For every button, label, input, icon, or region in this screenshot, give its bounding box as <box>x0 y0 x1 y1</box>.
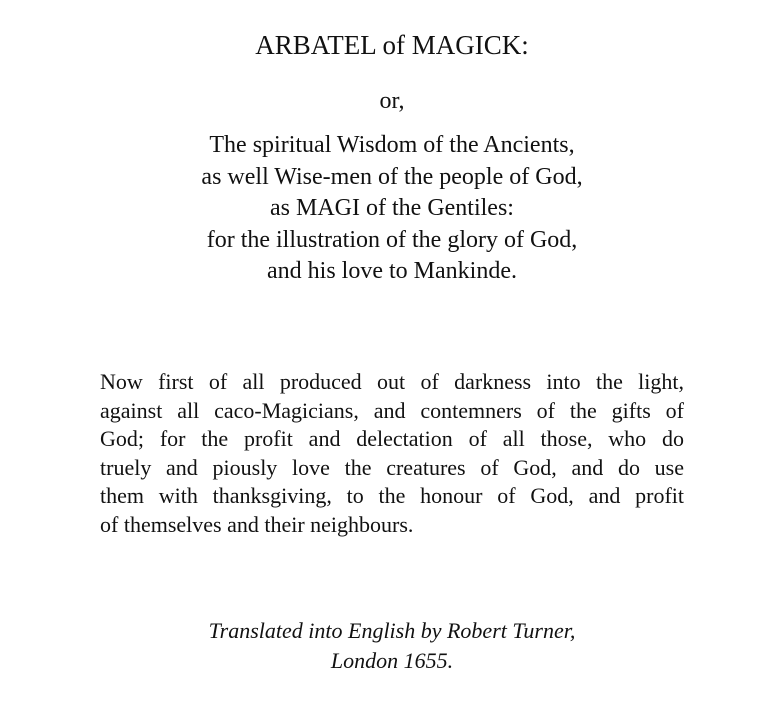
paragraph-line: God; for the profit and delectation of all those, who do <box>100 426 684 451</box>
subtitle-line: for the illustration of the glory of God, <box>206 226 578 253</box>
paragraph-line: them with thanksgiving, to the honour of God, and profit <box>100 483 684 508</box>
subtitle-line: The spiritual Wisdom of the Ancients, <box>209 132 575 158</box>
paragraph-line: truely and piously love the creatures of God, and do use <box>100 454 684 480</box>
description-paragraph <box>100 368 684 539</box>
page-title: ARBATEL of MAGICK: <box>255 30 529 60</box>
subtitle-connector: or, <box>379 88 405 114</box>
subtitle-block <box>0 130 784 288</box>
translation-credit <box>0 616 784 676</box>
credit-translator: Translated into English by Robert Turner, <box>208 618 576 643</box>
paragraph-line: against all caco-Magicians, and contemners of the gifts of <box>100 397 684 423</box>
subtitle-line: and his love to Mankinde. <box>267 258 517 284</box>
credit-place-date: London 1655. <box>330 648 454 673</box>
subtitle-line: as well Wise-men of the people of God, <box>201 163 583 190</box>
paragraph-line: of themselves and their neighbours. <box>100 511 414 537</box>
paragraph-line: Now first of all produced out of darkness into the light, <box>100 369 684 394</box>
subtitle-line: as MAGI of the Gentiles: <box>270 195 514 221</box>
